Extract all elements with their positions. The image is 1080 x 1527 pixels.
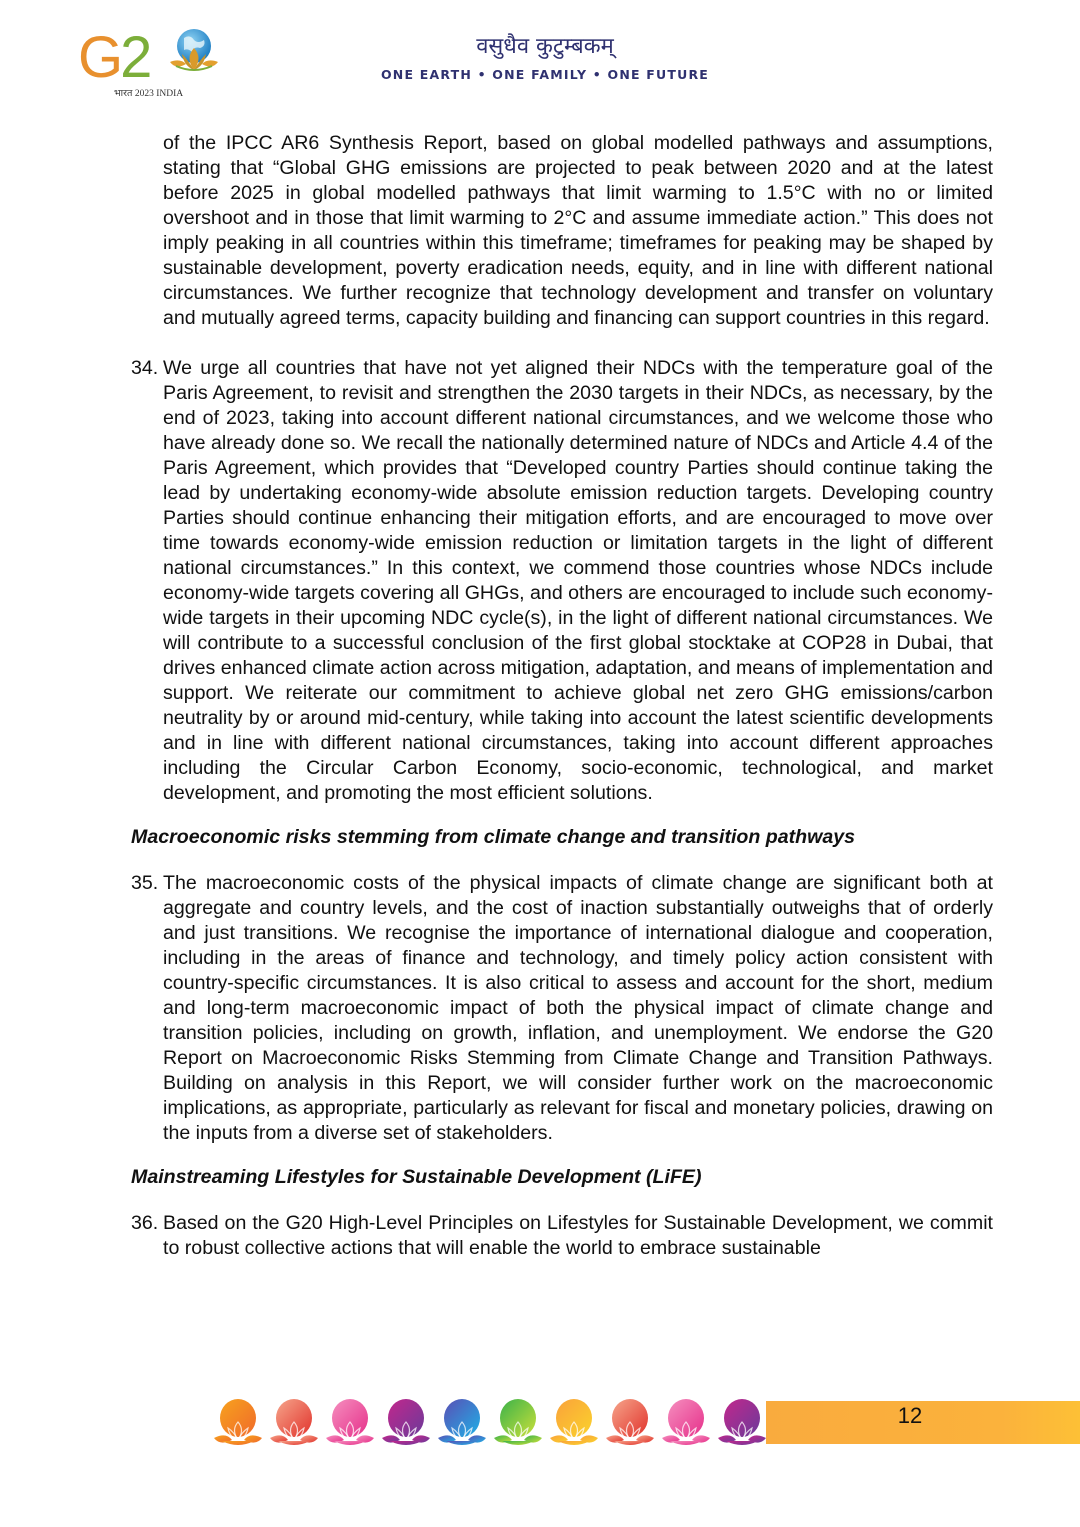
logo-digit-2: 2: [120, 25, 150, 90]
paragraph-text: The macroeconomic costs of the physical impacts of climate change are significant both at aggregate and country levels, and the cost of inaction substantially outweighs that of orderly and just transitions. We recognise the importance of international dialogue and cooperation, including in the areas of finance and technology, and timely policy action consistent with country-specific circumstances. It is also critical to assess and account for the short, medium and long-term macroeconomic impact of both the physical impact of climate change and transition policies, including on growth, inflation, and unemployment. We endorse the G20 Report on Macroeconomic Risks Stemming from Climate Change and Transition Pathways. Building on analysis in this Report, we will consider further work on the macroeconomic implications, as appropriate, particularly as relevant for fiscal and monetary policies, drawing on the inputs from a diverse set of stakeholders.: [163, 872, 993, 1144]
lotus-decoration-row: [212, 1398, 768, 1448]
paragraph-34: [131, 356, 993, 806]
paragraph-text: Based on the G20 High-Level Principles on Lifestyles for Sustainable Development, we commit to robust collective actions that will enable the world to embrace sustainable: [163, 1212, 993, 1259]
lotus-amber-icon: [548, 1398, 600, 1448]
lotus-green-icon: [492, 1398, 544, 1448]
lotus-pink-icon: [324, 1398, 376, 1448]
g20-wordmark: [78, 26, 149, 90]
motto-sanskrit: वसुधैव कुटुम्बकम्: [476, 34, 614, 59]
page-number: 12: [897, 1403, 923, 1428]
lotus-purple-icon: [716, 1398, 768, 1448]
lotus-purple-icon: [380, 1398, 432, 1448]
motto-tagline: ONE EARTH • ONE FAMILY • ONE FUTURE: [380, 67, 710, 82]
lotus-coral-icon: [604, 1398, 656, 1448]
motto-block: [370, 32, 720, 82]
logo-subtitle: भारत 2023 INDIA: [114, 89, 184, 99]
lotus-pink-icon: [660, 1398, 712, 1448]
paragraph-number: 34.: [131, 357, 159, 379]
g20-logo: [78, 26, 228, 106]
logo-letter-g: G: [78, 25, 121, 90]
lotus-coral-icon: [268, 1398, 320, 1448]
globe-lotus-icon: [166, 28, 218, 72]
paragraph-number: 36.: [131, 1212, 159, 1234]
section-heading-macroeconomic-risks: Macroeconomic risks stemming from climate change and transition pathways: [131, 826, 856, 848]
paragraph-number: 35.: [131, 872, 159, 894]
paragraph-33-continuation: of the IPCC AR6 Synthesis Report, based on global modelled pathways and assumptions, stating that “Global GHG emissions are projected to peak between 2020 and at the latest before 2025 in global modelled pathways that limit warming to 1.5°C with no or limited overshoot and in those that limit warming to 2°C and assume immediate action.” This does not imply peaking in all countries within this timeframe; timeframes for peaking may be shaped by sustainable development, poverty eradication needs, equity, and in line with different national circumstances. We further recognize that technology development and transfer on voluntary and mutually agreed terms, capacity building and financing can support countries in this regard.: [163, 132, 993, 329]
section-heading-life: Mainstreaming Lifestyles for Sustainable Development (LiFE): [131, 1166, 702, 1188]
document-body: [131, 131, 993, 1261]
paragraph-35: [131, 871, 993, 1146]
paragraph-36: [131, 1211, 993, 1261]
lotus-blue-icon: [436, 1398, 488, 1448]
paragraph-text: We urge all countries that have not yet aligned their NDCs with the temperature goal of the Paris Agreement, to revisit and strengthen the 2030 targets in their NDCs, as necessary, by the end of 2023, taking into account different national circumstances, and we welcome those who have already done so. We recall the nationally determined nature of NDCs and Article 4.4 of the Paris Agreement, which provides that “Developed country Parties should continue taking the lead by undertaking economy-wide absolute emission reduction targets. Developing country Parties should continue enhancing their mitigation efforts, and are encouraged to move over time towards economy-wide emission reduction or limitation targets in the light of different national circumstances.” In this context, we commend those countries whose NDCs include economy-wide targets covering all GHGs, and others are encouraged to include such economy-wide targets in their upcoming NDC cycle(s), in the light of different national circumstances. We will contribute to a successful conclusion of the first global stocktake at COP28 in Dubai, that drives enhanced climate action across mitigation, adaptation, and means of implementation and support. We reiterate our commitment to achieve global net zero GHG emissions/carbon neutrality by or around mid-century, while taking into account the latest scientific developments and in line with different national circumstances, taking into account different approaches including the Circular Carbon Economy, socio-economic, technological, and market development, and promoting the most efficient solutions.: [163, 357, 993, 804]
page-number-bar: [766, 1401, 1080, 1444]
lotus-orange-icon: [212, 1398, 264, 1448]
